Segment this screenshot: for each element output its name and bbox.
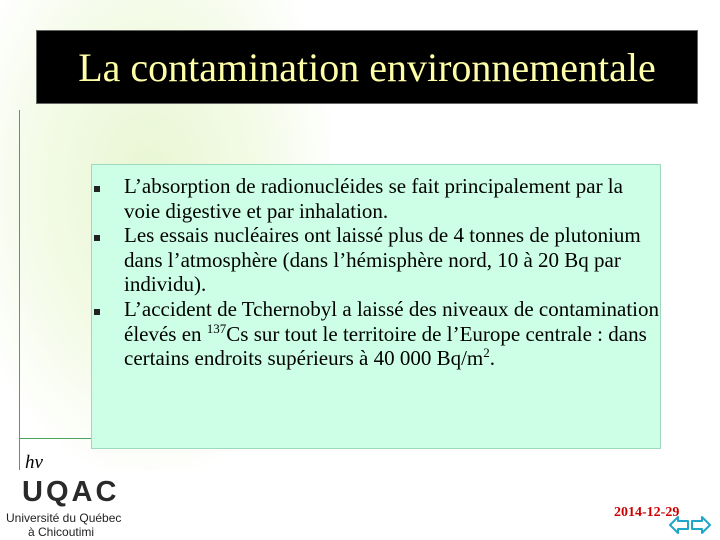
left-accent-line <box>19 110 20 470</box>
slide-date: 2014-12-29 <box>614 505 680 520</box>
slide-title: La contamination environnementale <box>78 44 656 90</box>
bullet-item <box>92 174 660 223</box>
bullet-square-icon <box>94 235 100 241</box>
bullet-text: L’absorption de radionucléides se fait principalement par la voie digestive et par inhalation. <box>124 174 623 223</box>
next-slide-button[interactable] <box>690 515 712 535</box>
bullet-item <box>92 297 660 371</box>
isotope-mass-number: 137 <box>206 320 227 336</box>
unit-exponent: 2 <box>483 345 490 361</box>
university-name-line2: à Chicoutimi <box>28 525 95 539</box>
prev-slide-button[interactable] <box>668 515 690 535</box>
bullet-text-end: . <box>489 346 496 371</box>
bullet-list <box>92 174 660 371</box>
uqac-logo: UQAC <box>22 476 120 508</box>
bullet-text: Les essais nucléaires ont laissé plus de 4 tonnes de plutonium dans l’atmosphère (dans l’hémisphère nord, 10 à 20 Bq par individu). <box>124 223 641 297</box>
university-name-line1: Université du Québec <box>6 511 122 525</box>
hv-symbol: hν <box>25 452 43 473</box>
arrow-right-icon <box>690 515 712 535</box>
title-bar <box>36 30 698 104</box>
bullet-text-middle: Cs sur tout le territoire de l’Europe centrale : dans certains endroits supérieurs à 40 000 Bq/m <box>124 321 647 371</box>
horizontal-accent-line <box>19 438 91 439</box>
bullet-item <box>92 223 660 297</box>
bullet-square-icon <box>94 186 100 192</box>
arrow-left-icon <box>668 515 690 535</box>
bullet-square-icon <box>94 309 100 315</box>
content-box <box>91 164 661 449</box>
bullet-text-start: L’accident de Tchernobyl a laissé des niveaux de contamination élevés en <box>124 296 660 346</box>
